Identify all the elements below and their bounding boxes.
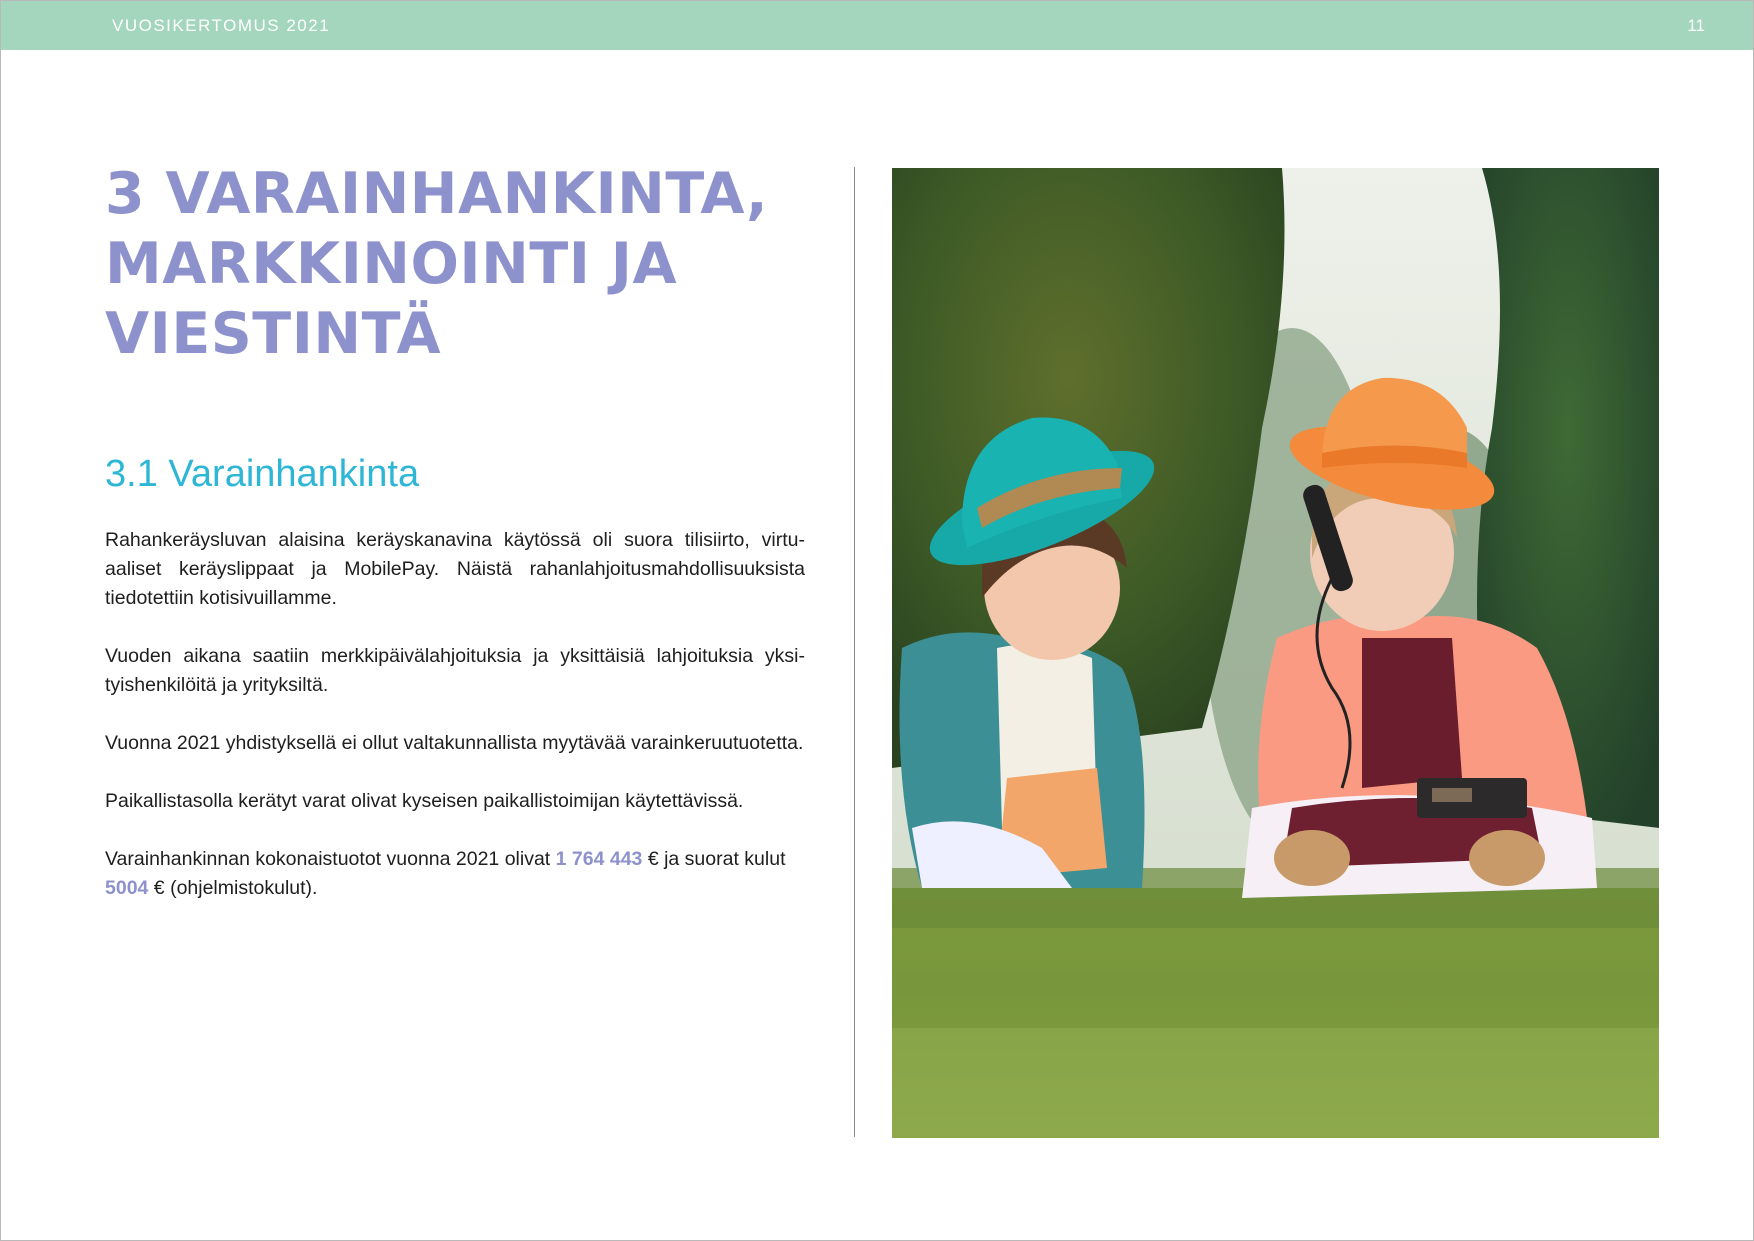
paragraph-channels: Rahankeräysluvan alaisina keräyskanavina käytössä oli suora tilisiirto, virtuaaliset keräyslippaat ja MobilePay. Näistä rahanlahjoitusmahdollisuuksista tiedotettiin kotisivuillamme. [105, 529, 805, 609]
paragraph-donations: Vuoden aikana saatiin merkkipäivälahjoituksia ja yksittäisiä lahjoituksia yksityishenkilöitä ja yrityksiltä. [105, 645, 805, 696]
summary-text-1: Varainhankinnan kokonaistuotot vuonna 2021 olivat [105, 848, 556, 870]
income-amount: 1 764 443 [555, 848, 643, 870]
page-number: 11 [1687, 16, 1705, 35]
summary-text-2: € ja suorat kulut [642, 848, 786, 870]
section-body [105, 526, 805, 932]
costs-amount: 5004 [105, 877, 149, 899]
chapter-title-line-3: VIESTINTÄ [105, 301, 442, 367]
title-block [105, 159, 805, 369]
header-bar [1, 1, 1753, 50]
section-title: 3.1 Varainhankinta [105, 453, 420, 495]
chapter-title-line-1: 3 VARAINHANKINTA, [105, 161, 769, 227]
paragraph-products: Vuonna 2021 yhdistyksellä ei ollut valtakunnallista myytävää varainkeruutuotetta. [105, 732, 804, 754]
column-divider [854, 167, 855, 1137]
summary-text-3: € (ohjelmistokulut). [148, 877, 318, 899]
paragraph-local: Paikallistasolla kerätyt varat olivat kyseisen paikallistoimijan käytettävissä. [105, 790, 744, 812]
report-title: VUOSIKERTOMUS 2021 [112, 16, 331, 35]
chapter-title-line-2: MARKKINOINTI JA [105, 231, 678, 297]
paragraph-summary [105, 845, 805, 903]
children-photo [892, 168, 1659, 1138]
chapter-title [105, 159, 805, 369]
